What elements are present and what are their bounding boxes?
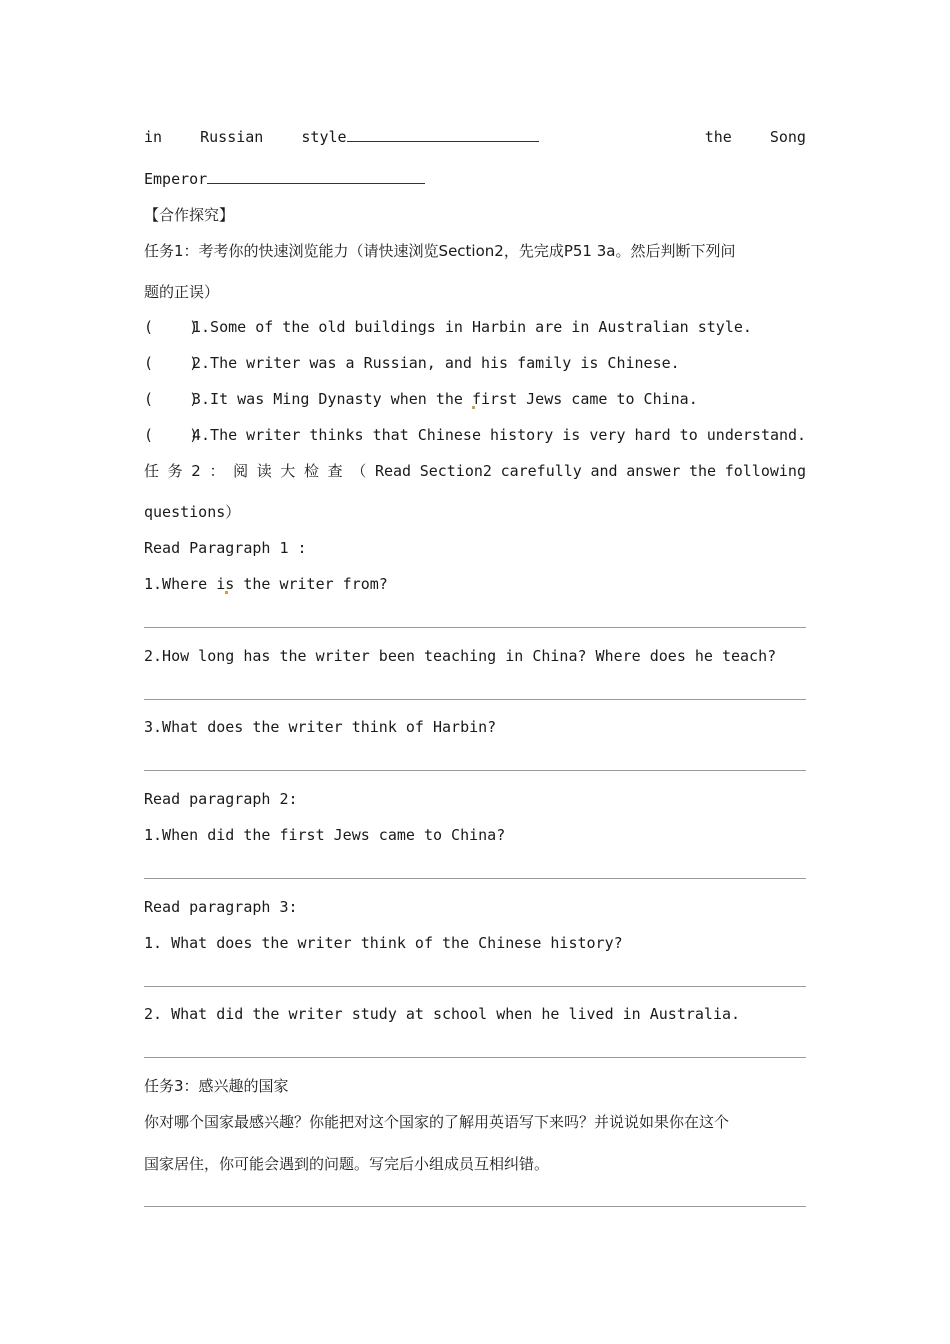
task2-title-cont: questions）	[144, 503, 241, 521]
task1-title-cont: 题的正误）	[144, 283, 220, 301]
title-word: 大	[280, 462, 296, 480]
true-false-item	[144, 317, 806, 337]
vocab-word: Emperor	[144, 170, 208, 188]
vocab-word: Song	[769, 128, 806, 146]
question: 3.What does the writer think of Harbin?	[144, 718, 497, 736]
title-word: ：	[209, 462, 225, 480]
title-word: answer	[626, 462, 681, 480]
title-word: Section2	[419, 462, 492, 480]
question-text: 1.Where i	[144, 575, 226, 593]
answer-line[interactable]	[144, 627, 806, 628]
answer-line[interactable]	[144, 1057, 806, 1058]
question: 2. What did the writer study at school when he lived in Australia.	[144, 1005, 741, 1023]
answer-parens[interactable]: ( )	[144, 390, 199, 408]
true-false-item	[144, 389, 806, 409]
true-false-item	[144, 353, 806, 373]
statement-text: first Jews came to China.	[471, 390, 698, 408]
question: 1.When did the first Jews came to China?	[144, 826, 506, 844]
task1-title: 任务1：考考你的快速浏览能力（请快速浏览Section2，先完成P51 3a。然后判断下列问	[144, 242, 736, 260]
fill-blank[interactable]	[207, 169, 425, 184]
title-word: 任	[144, 462, 160, 480]
title-word: 务	[167, 462, 183, 480]
task3-instruction-cont: 国家居住，你可能会遇到的问题。写完后小组成员互相纠错。	[144, 1155, 550, 1173]
vocab-word: style	[301, 128, 347, 146]
vocab-word: the	[704, 128, 732, 146]
title-word: carefully	[500, 462, 582, 480]
fill-blank[interactable]	[347, 127, 539, 142]
title-word: 阅	[233, 462, 249, 480]
title-word: 检	[304, 462, 320, 480]
statement-text: 3.It was Ming Dynasty when the	[192, 390, 472, 408]
question-text: s the writer from?	[225, 575, 388, 593]
answer-parens[interactable]: ( )	[144, 354, 199, 372]
answer-line[interactable]	[144, 1206, 806, 1207]
title-word: and	[590, 462, 618, 480]
vocab-word: in	[144, 128, 163, 146]
question	[144, 574, 806, 594]
section-title: 【合作探究】	[144, 206, 235, 224]
answer-line[interactable]	[144, 699, 806, 700]
statement-text: 1.Some of the old buildings in Harbin are in Australian style.	[192, 318, 752, 336]
paragraph-heading: Read Paragraph 1 :	[144, 539, 307, 557]
spacer	[577, 127, 667, 147]
title-word: 查	[327, 462, 343, 480]
question: 1. What does the writer think of the Chinese history?	[144, 934, 623, 952]
paragraph-heading: Read paragraph 2:	[144, 790, 298, 808]
answer-line[interactable]	[144, 986, 806, 987]
statement-text: 4.The writer thinks that Chinese history is very hard to understand.	[192, 426, 807, 444]
title-word: the	[689, 462, 717, 480]
true-false-item	[144, 425, 806, 445]
vocab-row	[144, 127, 806, 147]
answer-line[interactable]	[144, 878, 806, 879]
task2-title	[144, 461, 806, 481]
vocab-row-2	[144, 169, 806, 189]
title-word: 2	[191, 462, 201, 480]
statement-text: 2.The writer was a Russian, and his family is Chinese.	[192, 354, 680, 372]
vocab-phrase	[301, 127, 538, 147]
paragraph-heading: Read paragraph 3:	[144, 898, 298, 916]
title-word: （	[351, 462, 367, 480]
answer-parens[interactable]: ( )	[144, 318, 199, 336]
title-word: 读	[256, 462, 272, 480]
task3-title: 任务3：感兴趣的国家	[144, 1077, 289, 1095]
question: 2.How long has the writer been teaching in China? Where does he teach?	[144, 647, 777, 665]
title-word: Read	[374, 462, 412, 480]
vocab-word: Russian	[200, 128, 264, 146]
answer-parens[interactable]: ( )	[144, 426, 199, 444]
title-word: following	[724, 462, 806, 480]
task3-instruction: 你对哪个国家最感兴趣？你能把对这个国家的了解用英语写下来吗？并说说如果你在这个	[144, 1113, 730, 1131]
answer-line[interactable]	[144, 770, 806, 771]
